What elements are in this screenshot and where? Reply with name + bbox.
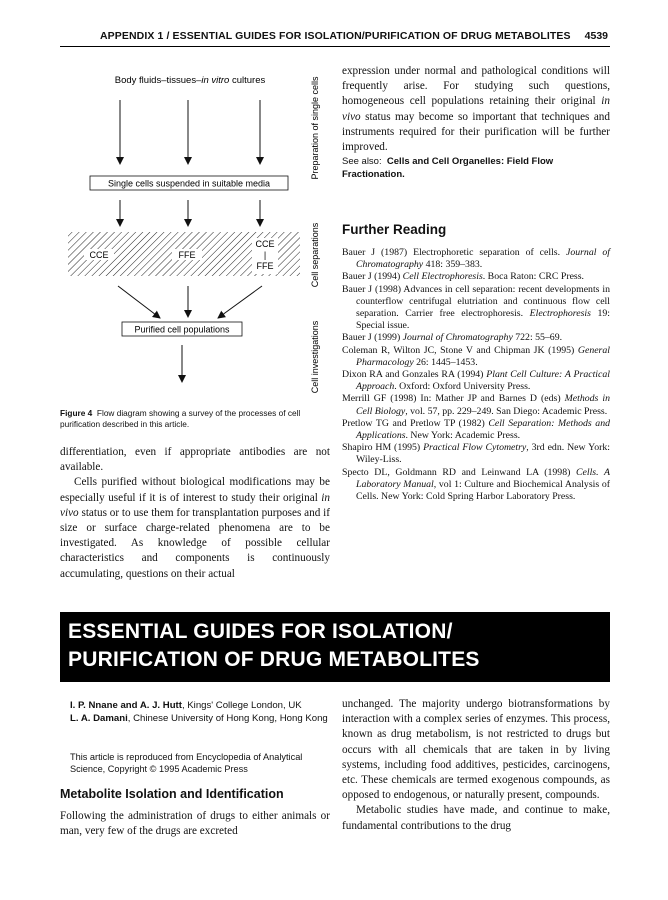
author-affiliation: , Kings' College London, UK xyxy=(181,700,302,711)
author-names: I. P. Nnane and A. J. Hutt xyxy=(70,700,182,711)
cce-ffe-bottom-label: FFE xyxy=(256,261,274,271)
authors-block xyxy=(70,700,332,725)
cce-ffe-top-label: CCE xyxy=(255,239,275,249)
right-column-text xyxy=(342,64,610,181)
running-header-title: APPENDIX 1 / ESSENTIAL GUIDES FOR ISOLATION/PURIFICATION OF DRUG METABOLITES xyxy=(100,30,571,42)
left-column-text xyxy=(60,445,330,582)
ffe-label: FFE xyxy=(178,250,196,260)
reference-item: Dixon RA and Gonzales RA (1994) Plant Cell Culture: A Practical Approach. Oxford: Oxford University Press. xyxy=(342,369,610,393)
further-reading-heading: Further Reading xyxy=(342,222,447,237)
bottom-left-text xyxy=(60,809,330,839)
author-names: L. A. Damani xyxy=(70,712,128,724)
figure-caption xyxy=(60,408,330,430)
section-heading: Metabolite Isolation and Identification xyxy=(60,787,284,801)
cce-label: CCE xyxy=(89,250,109,260)
reference-item: Pretlow TG and Pretlow TP (1982) Cell Separation: Methods and Applications. New York: Academic Press. xyxy=(342,417,610,442)
author-line xyxy=(70,713,332,726)
reference-item: Specto DL, Goldmann RD and Leinwand LA (1998) Cells. A Laboratory Manual, vol 1: Culture and Biochemical Analysis of Cells. New York: Cold Spring Harbor Laboratory Press. xyxy=(342,466,610,503)
purified-cells-label: Purified cell populations xyxy=(134,324,230,335)
side-label-separations: Cell separations xyxy=(310,222,320,288)
paragraph: unchanged. The majority undergo biotransformations by interaction with a complex series of enzymes. This process, known as drug metabolism, is not restricted to drugs but occurs with all chemicals that are taken in by living systems, including food additives, pesticides, carcinogens, etc. These chemicals are termed exogenous compounds, as opposed to endogenous, or naturally present, compounds. xyxy=(342,698,610,802)
flow-arrow xyxy=(218,286,262,318)
figure-caption-text: Flow diagram showing a survey of the processes of cell purification described in this article. xyxy=(60,408,301,429)
paragraph: Following the administration of drugs to either animals or man, very few of the drugs are excreted xyxy=(60,810,330,838)
article-title-line-1: ESSENTIAL GUIDES FOR ISOLATION/ xyxy=(68,620,453,643)
figure-caption-label: Figure 4 xyxy=(60,408,93,418)
running-header xyxy=(60,28,610,47)
side-label-preparation: Preparation of single cells xyxy=(310,76,320,180)
reproduction-note: This article is reproduced from Encyclopedia of Analytical Science, Copyright © 1995 Academic Press xyxy=(70,752,303,775)
author-line xyxy=(70,700,332,713)
flow-arrow xyxy=(118,286,160,318)
paragraph: Cells purified without biological modifications may be especially useful if it is of interest to study their original in vivo status or to use them for transplantation purposes and if size or surface charge-related phenomena are to be investigated. As knowledge of possible cellular characteristics and components is continuously accumulating, questions on their actual xyxy=(60,476,330,580)
article-title-banner xyxy=(60,612,610,682)
side-label-investigations: Cell investigations xyxy=(310,320,320,394)
page-number: 4539 xyxy=(584,30,608,42)
paragraph: differentiation, even if appropriate antibodies are not available. xyxy=(60,446,330,474)
reference-item: Coleman R, Wilton JC, Stone V and Chipman JK (1995) General Pharmacology 26: 1445–1453. xyxy=(342,344,610,368)
paragraph: expression under normal and pathological conditions will frequently arise. For studying such questions, homogeneous cell populations retaining their original in vivo status may become so important that techniques and instruments required for their purification will be further improved. xyxy=(342,65,610,154)
see-also-link[interactable]: Cells and Cell Organelles: Field Flow Fractionation. xyxy=(342,156,554,181)
author-affiliation: , Chinese University of Hong Kong, Hong Kong xyxy=(127,712,328,724)
reference-item: Bauer J (1999) Journal of Chromatography 722: 55–69. xyxy=(342,332,563,344)
bottom-right-text xyxy=(342,697,610,834)
see-also-label: See also: xyxy=(342,156,382,168)
figure-top-label: Body fluids–tissues–in vitro cultures xyxy=(114,75,266,86)
paragraph: Metabolic studies have made, and continue to make, fundamental contributions to the drug xyxy=(342,804,610,832)
figure-4-flow-diagram xyxy=(60,60,330,405)
reference-item: Bauer J (1987) Electrophoretic separation of cells. Journal of Chromatography 418: 359–383. xyxy=(342,247,610,271)
reference-item: Merrill GF (1998) In: Mather JP and Barnes D (eds) Methods in Cell Biology, vol. 57, pp. 229–249. San Diego: Academic Press. xyxy=(342,393,610,417)
reference-item: Bauer J (1998) Advances in cell separation: recent developments in counterflow centrifugal elutriation and continuous flow cell separation. Carrier free electrophoresis. Electrophoresis 19: Special issue. xyxy=(342,283,610,332)
further-reading-list xyxy=(342,247,610,503)
single-cells-label: Single cells suspended in suitable media xyxy=(107,178,271,189)
cce-ffe-bar: | xyxy=(263,250,267,260)
article-title-line-2: PURIFICATION OF DRUG METABOLITES xyxy=(68,648,480,671)
see-also xyxy=(342,155,610,181)
reference-item: Shapiro HM (1995) Practical Flow Cytometry, 3rd edn. New York: Wiley-Liss. xyxy=(342,442,610,466)
reference-item: Bauer J (1994) Cell Electrophoresis. Boca Raton: CRC Press. xyxy=(342,271,585,283)
